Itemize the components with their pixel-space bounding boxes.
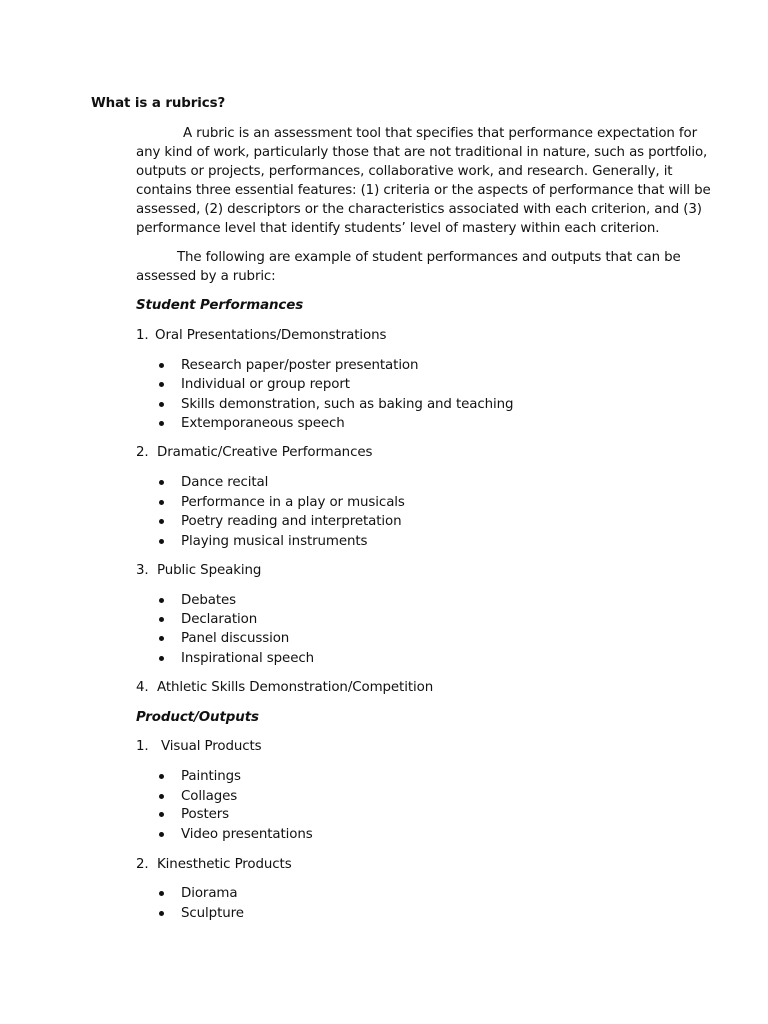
document-title: What is a rubrics? — [91, 96, 226, 111]
list-item: Extemporaneous speech — [181, 416, 345, 431]
paragraph-1-line-2: any kind of work, particularly those that are not traditional in nature, such as portfolio, — [136, 145, 708, 160]
list-item: Collages — [181, 789, 238, 804]
list-item: Performance in a play or musicals — [181, 495, 405, 510]
list-item: Sculpture — [181, 906, 244, 921]
bullet-icon — [159, 363, 164, 368]
section-heading-product-outputs: Product/Outputs — [136, 710, 259, 725]
bullet-icon — [159, 382, 164, 387]
list-item-label: Dramatic/Creative Performances — [157, 445, 373, 460]
list-number: 3. — [136, 563, 149, 578]
list-item: Research paper/poster presentation — [181, 358, 419, 373]
list-item: Skills demonstration, such as baking and teaching — [181, 397, 514, 412]
list-item: Diorama — [181, 886, 238, 901]
list-number: 2. — [136, 445, 149, 460]
list-item: Video presentations — [181, 827, 313, 842]
bullet-icon — [159, 539, 164, 544]
bullet-icon — [159, 832, 164, 837]
list-item-label: Oral Presentations/Demonstrations — [155, 328, 387, 343]
list-item: Posters — [181, 807, 230, 822]
list-item: Inspirational speech — [181, 651, 314, 666]
bullet-icon — [159, 891, 164, 896]
list-item: Poetry reading and interpretation — [181, 514, 402, 529]
list-item: Declaration — [181, 612, 258, 627]
bullet-icon — [159, 402, 164, 407]
section-heading-student-performances: Student Performances — [136, 298, 304, 313]
bullet-icon — [159, 598, 164, 603]
bullet-icon — [159, 617, 164, 622]
list-item-label: Public Speaking — [157, 563, 262, 578]
list-item-label: Visual Products — [161, 739, 262, 754]
list-item-label: Kinesthetic Products — [157, 857, 292, 872]
list-item: Debates — [181, 593, 237, 608]
list-item: Panel discussion — [181, 631, 290, 646]
bullet-icon — [159, 812, 164, 817]
paragraph-1-line-1: A rubric is an assessment tool that specifies that performance expectation for — [183, 126, 697, 141]
bullet-icon — [159, 774, 164, 779]
list-number: 4. — [136, 680, 149, 695]
paragraph-2-line-1: The following are example of student performances and outputs that can be — [177, 250, 681, 265]
list-item: Playing musical instruments — [181, 534, 368, 549]
list-item: Individual or group report — [181, 377, 350, 392]
list-number: 1. — [136, 739, 149, 754]
list-item-label: Athletic Skills Demonstration/Competition — [157, 680, 434, 695]
paragraph-1-line-6: performance level that identify students’ level of mastery within each criterion. — [136, 221, 660, 236]
list-item: Paintings — [181, 769, 241, 784]
bullet-icon — [159, 656, 164, 661]
paragraph-1-line-3: outputs or projects, performances, collaborative work, and research. Generally, it — [136, 164, 673, 179]
bullet-icon — [159, 794, 164, 799]
bullet-icon — [159, 421, 164, 426]
paragraph-2-line-2: assessed by a rubric: — [136, 269, 276, 284]
list-number: 2. — [136, 857, 149, 872]
list-number: 1. — [136, 328, 149, 343]
bullet-icon — [159, 519, 164, 524]
paragraph-1-line-4: contains three essential features: (1) criteria or the aspects of performance that will be — [136, 183, 711, 198]
bullet-icon — [159, 500, 164, 505]
bullet-icon — [159, 911, 164, 916]
bullet-icon — [159, 636, 164, 641]
list-item: Dance recital — [181, 475, 269, 490]
paragraph-1-line-5: assessed, (2) descriptors or the characteristics associated with each criterion, and (3) — [136, 202, 702, 217]
bullet-icon — [159, 480, 164, 485]
